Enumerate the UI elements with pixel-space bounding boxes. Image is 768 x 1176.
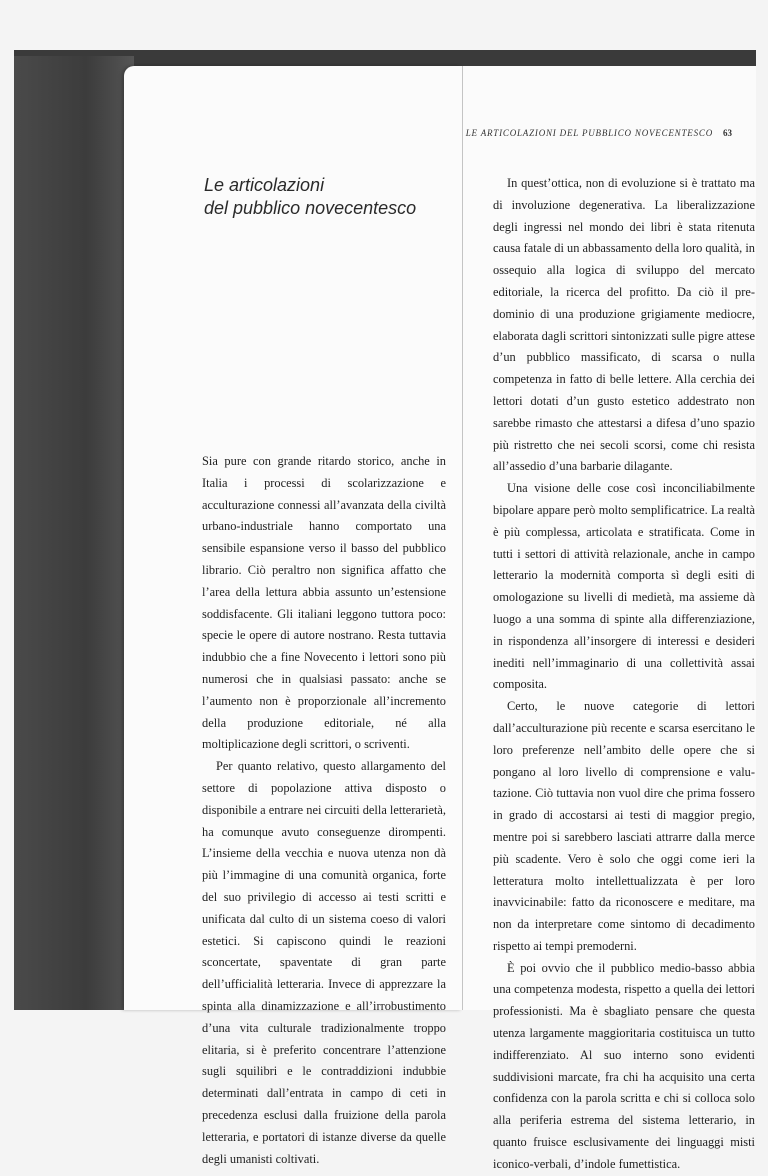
scan-dark-border-left	[14, 56, 134, 1010]
right-page-body	[493, 173, 755, 1176]
paragraph: Certo, le nuove categorie di lettori dall’acculturazione più recente e scarsa esercitano le loro preferenze nell’ambito delle opere che si pongano al loro livello di comprensione e valutazione. Ciò tuttavia non vuol dire che prima fossero in grado di accostarsi ai testi di maggior pregio, mentre poi si sarebbero lasciati attrarre dalla merce più scadente. Vero è solo che oggi come ieri la letteratura molto intellettualizzata è per loro inavvicinabile: fatto da riconoscere e meditare, ma non da interpretare come sintomo di decadimento rispetto ai tempi premoderni.	[493, 699, 755, 953]
paragraph: Sia pure con grande ritardo storico, anche in Italia i processi di scolarizzazione e acculturazione connessi all’avanzata della civiltà urbano-industriale hanno comportato una sensibile espansione verso il basso del pubblico librario. Ciò peraltro non significa affatto che l’area della lettura abbia assunto un’estensione soddisfacente. Gli italiani leggono tuttora poco: specie le opere di autore nostrano. Resta tuttavia indubbio che a fine Novecento i lettori sono più numerosi che in qualsiasi passato: anche se l’aumento non è proporzionale all’incremento della produzione editoriale, né alla moltiplicazione degli scrittori, o scriventi.	[202, 454, 446, 752]
chapter-title-line-2: del pubblico novecentesco	[204, 198, 417, 218]
paragraph: In quest’ottica, non di evoluzione si è trattato ma di involuzione degenerativa. La liberalizzazione degli ingressi nel mondo dei libri è stata ritenuta causa fatale di un abbassamento della loro qualità, in ossequio alla logica di sviluppo del mercato editoriale, la ricerca del profitto. Da ciò il predominio di una produzione grigiamente mediocre, elaborata dagli scrittori sintonizzati sulle pigre attese d’un pubblico massificato, di scarsa o nulla competenza in fatto di belle lettere. Alla cerchia dei lettori dotati d’un gusto estetico addestrato non sarebbe rimasto che attestarsi a difesa d’uno spazio più ristretto che nei secoli scorsi, come chi resista all’assedio d’una barbarie dilagante.	[493, 176, 755, 474]
right-page	[462, 66, 756, 1171]
running-head	[466, 128, 732, 138]
chapter-title	[204, 174, 444, 220]
paragraph: Una visione delle cose così inconciliabilmente bipolare appare però molto semplificatrice. La realtà è più complessa, articolata e stratificata. Come in tutti i settori di attività relazionale, anche in campo letterario la modernità comporta sì degli esiti di omologazione su livelli di medietà, ma assieme dà luogo a una somma di spinte alla differenziazione, in rispondenza all’insorgere di interessi e desideri inediti nell’immaginario di una collettività assai composita.	[493, 481, 755, 692]
paragraph: È poi ovvio che il pubblico medio-basso abbia una competenza modesta, rispetto a quella dei lettori professionisti. Ma è sbagliato pensare che questa utenza largamente maggioritaria costituisca un tutto indifferenziato. Al suo interno sono evidenti suddivisioni marcate, fra chi ha acquisito una certa confidenza con la parola scritta e chi si colloca solo alla periferia estrema del sistema letterario, in quanto fruisce esclusivamente dei linguaggi misti iconico-verbali, d’indole fumettistica.	[493, 960, 755, 1171]
running-head-title: LE ARTICOLAZIONI DEL PUBBLICO NOVECENTESCO	[465, 128, 713, 138]
chapter-title-line-1: Le articolazioni	[204, 175, 325, 195]
left-page-body	[202, 451, 446, 1170]
paragraph: Per quanto relativo, questo allargamento del settore di popolazione attiva disposto o disponibile a entrare nei circuiti della letterarietà, ha comunque avuto conseguenze dirompenti. L’insieme della vecchia e nuova utenza non dà più l’immagine di una comunità organica, forte del suo privilegio di accesso ai testi scritti e unificata dal culto di un sistema coeso di valori estetici. Si capiscono quindi le reazioni sconcertate, spaventate di gran parte dell’ufficialità letteraria. Invece di apprezzare la spinta alla dinamizzazione e all’irrobustimento d’una vita culturale tradizionalmente troppo elitaria, si è preferito concentrare l’attenzione sugli squilibri e le contraddizioni indubbie determinati dall’entrata in campo di ceti in precedenza esclusi dalla fruizione della parola letteraria, e portatori di istanze diverse da quelle degli umanisti coltivati.	[202, 759, 446, 1166]
left-page	[124, 66, 462, 1166]
page-number: 63	[723, 128, 732, 138]
